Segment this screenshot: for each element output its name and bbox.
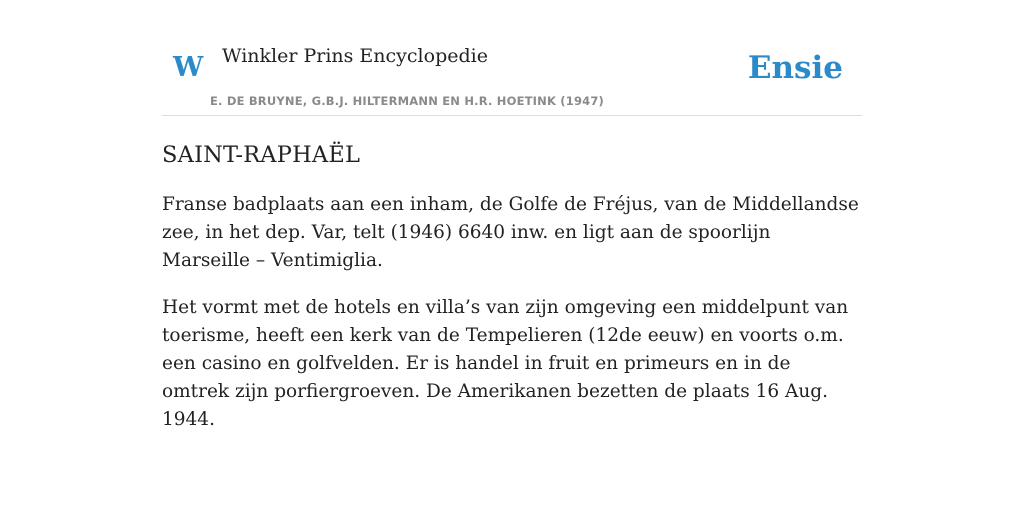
entry-paragraph: Het vormt met de hotels en villa’s van zijn omgeving een middelpunt van toerisme, heeft een kerk van de Tempelieren (12de eeuw) en voorts o.m. een casino en golfvelden. Er is handel in fruit en primeurs en in de omtrek zijn porfiergroeven. De Amerikanen bezetten de plaats 16 Aug. 1944. [162,297,849,430]
source-header [162,0,862,116]
entry-paragraph: Franse badplaats aan een inham, de Golfe de Fréjus, van de Middellandse zee, in het dep. Var, telt (1946) 6640 inw. en ligt aan de spoorlijn Marseille – Ventimiglia. [162,194,859,271]
publication-logo[interactable]: W [173,52,204,83]
publication-title[interactable]: Winkler Prins Encyclopedie [222,45,488,67]
ensie-brand-logo[interactable]: Ensie [747,50,843,86]
page-container [162,0,862,434]
publication-authors: E. DE BRUYNE, G.B.J. HILTERMANN EN H.R. HOETINK (1947) [210,94,605,108]
entry-title: SAINT-RAPHAËL [162,142,361,168]
